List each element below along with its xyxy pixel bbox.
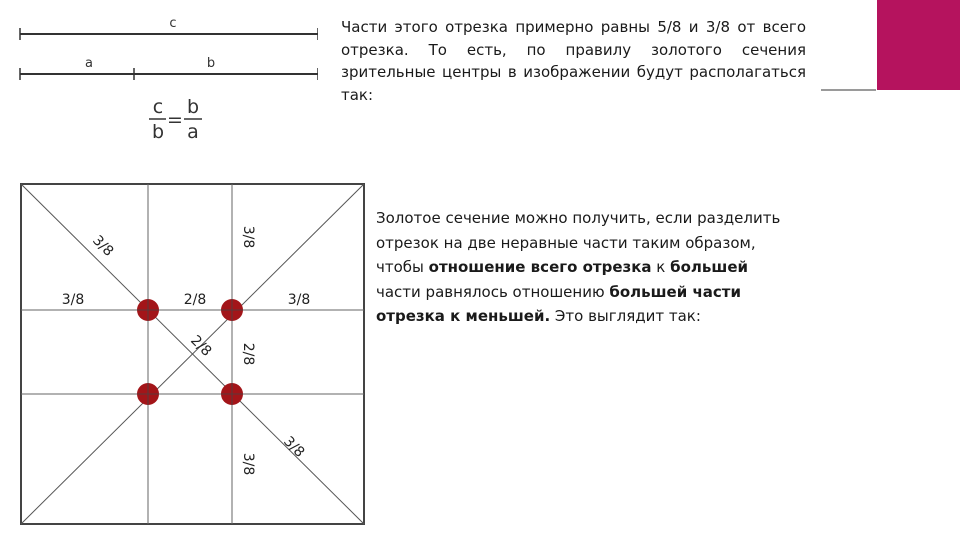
- label-bottom-vertical: 3/8: [240, 452, 256, 476]
- label-diag-upper-left: 3/8: [89, 232, 117, 260]
- formula-denominator-left: b: [151, 121, 165, 143]
- explanation-text-1: Золотое сечение можно получить, если разделить отрезок на две неравные части таким образом, чтобы: [376, 209, 781, 276]
- segment-b-label: b: [206, 56, 216, 71]
- explanation-text-2: к: [651, 258, 671, 276]
- label-row-middle: 2/8: [183, 292, 207, 308]
- explanation-bold-2: большей: [670, 258, 749, 276]
- golden-section-square: [20, 183, 365, 525]
- intro-paragraph: Части этого отрезка примерно равны 5/8 и 3/8 от всего отрезка. То есть, по правилу золотого сечения зрительные центры в изображении будут располагаться так:: [341, 18, 806, 104]
- ratio-formula: [149, 96, 202, 143]
- label-row-right: 3/8: [287, 292, 311, 308]
- accent-underline: [821, 89, 876, 91]
- formula-denominator-right: a: [187, 121, 199, 143]
- label-row-left: 3/8: [61, 292, 85, 308]
- segment-diagram: [18, 14, 318, 149]
- formula-equals: =: [167, 109, 183, 131]
- explanation-text-3: части равнялось отношению: [376, 282, 610, 301]
- segment-a-label: a: [85, 56, 93, 71]
- explanation-text-4: Это выглядит так:: [550, 307, 701, 325]
- segment-c-label: c: [169, 16, 177, 31]
- label-top-right-vertical: 3/8: [240, 225, 256, 249]
- formula-numerator-left: c: [152, 96, 164, 118]
- label-diag-center: 2/8: [187, 332, 215, 360]
- explanation-paragraph: [376, 206, 796, 329]
- explanation-bold-1: отношение всего отрезка: [428, 258, 652, 276]
- formula-numerator-right: b: [186, 96, 200, 118]
- label-center-vertical: 2/8: [240, 342, 256, 366]
- label-diag-lower-right: 3/8: [280, 433, 308, 461]
- accent-bar: [877, 0, 960, 90]
- explanation-bold-3: большей части отрезка к меньшей.: [376, 282, 741, 325]
